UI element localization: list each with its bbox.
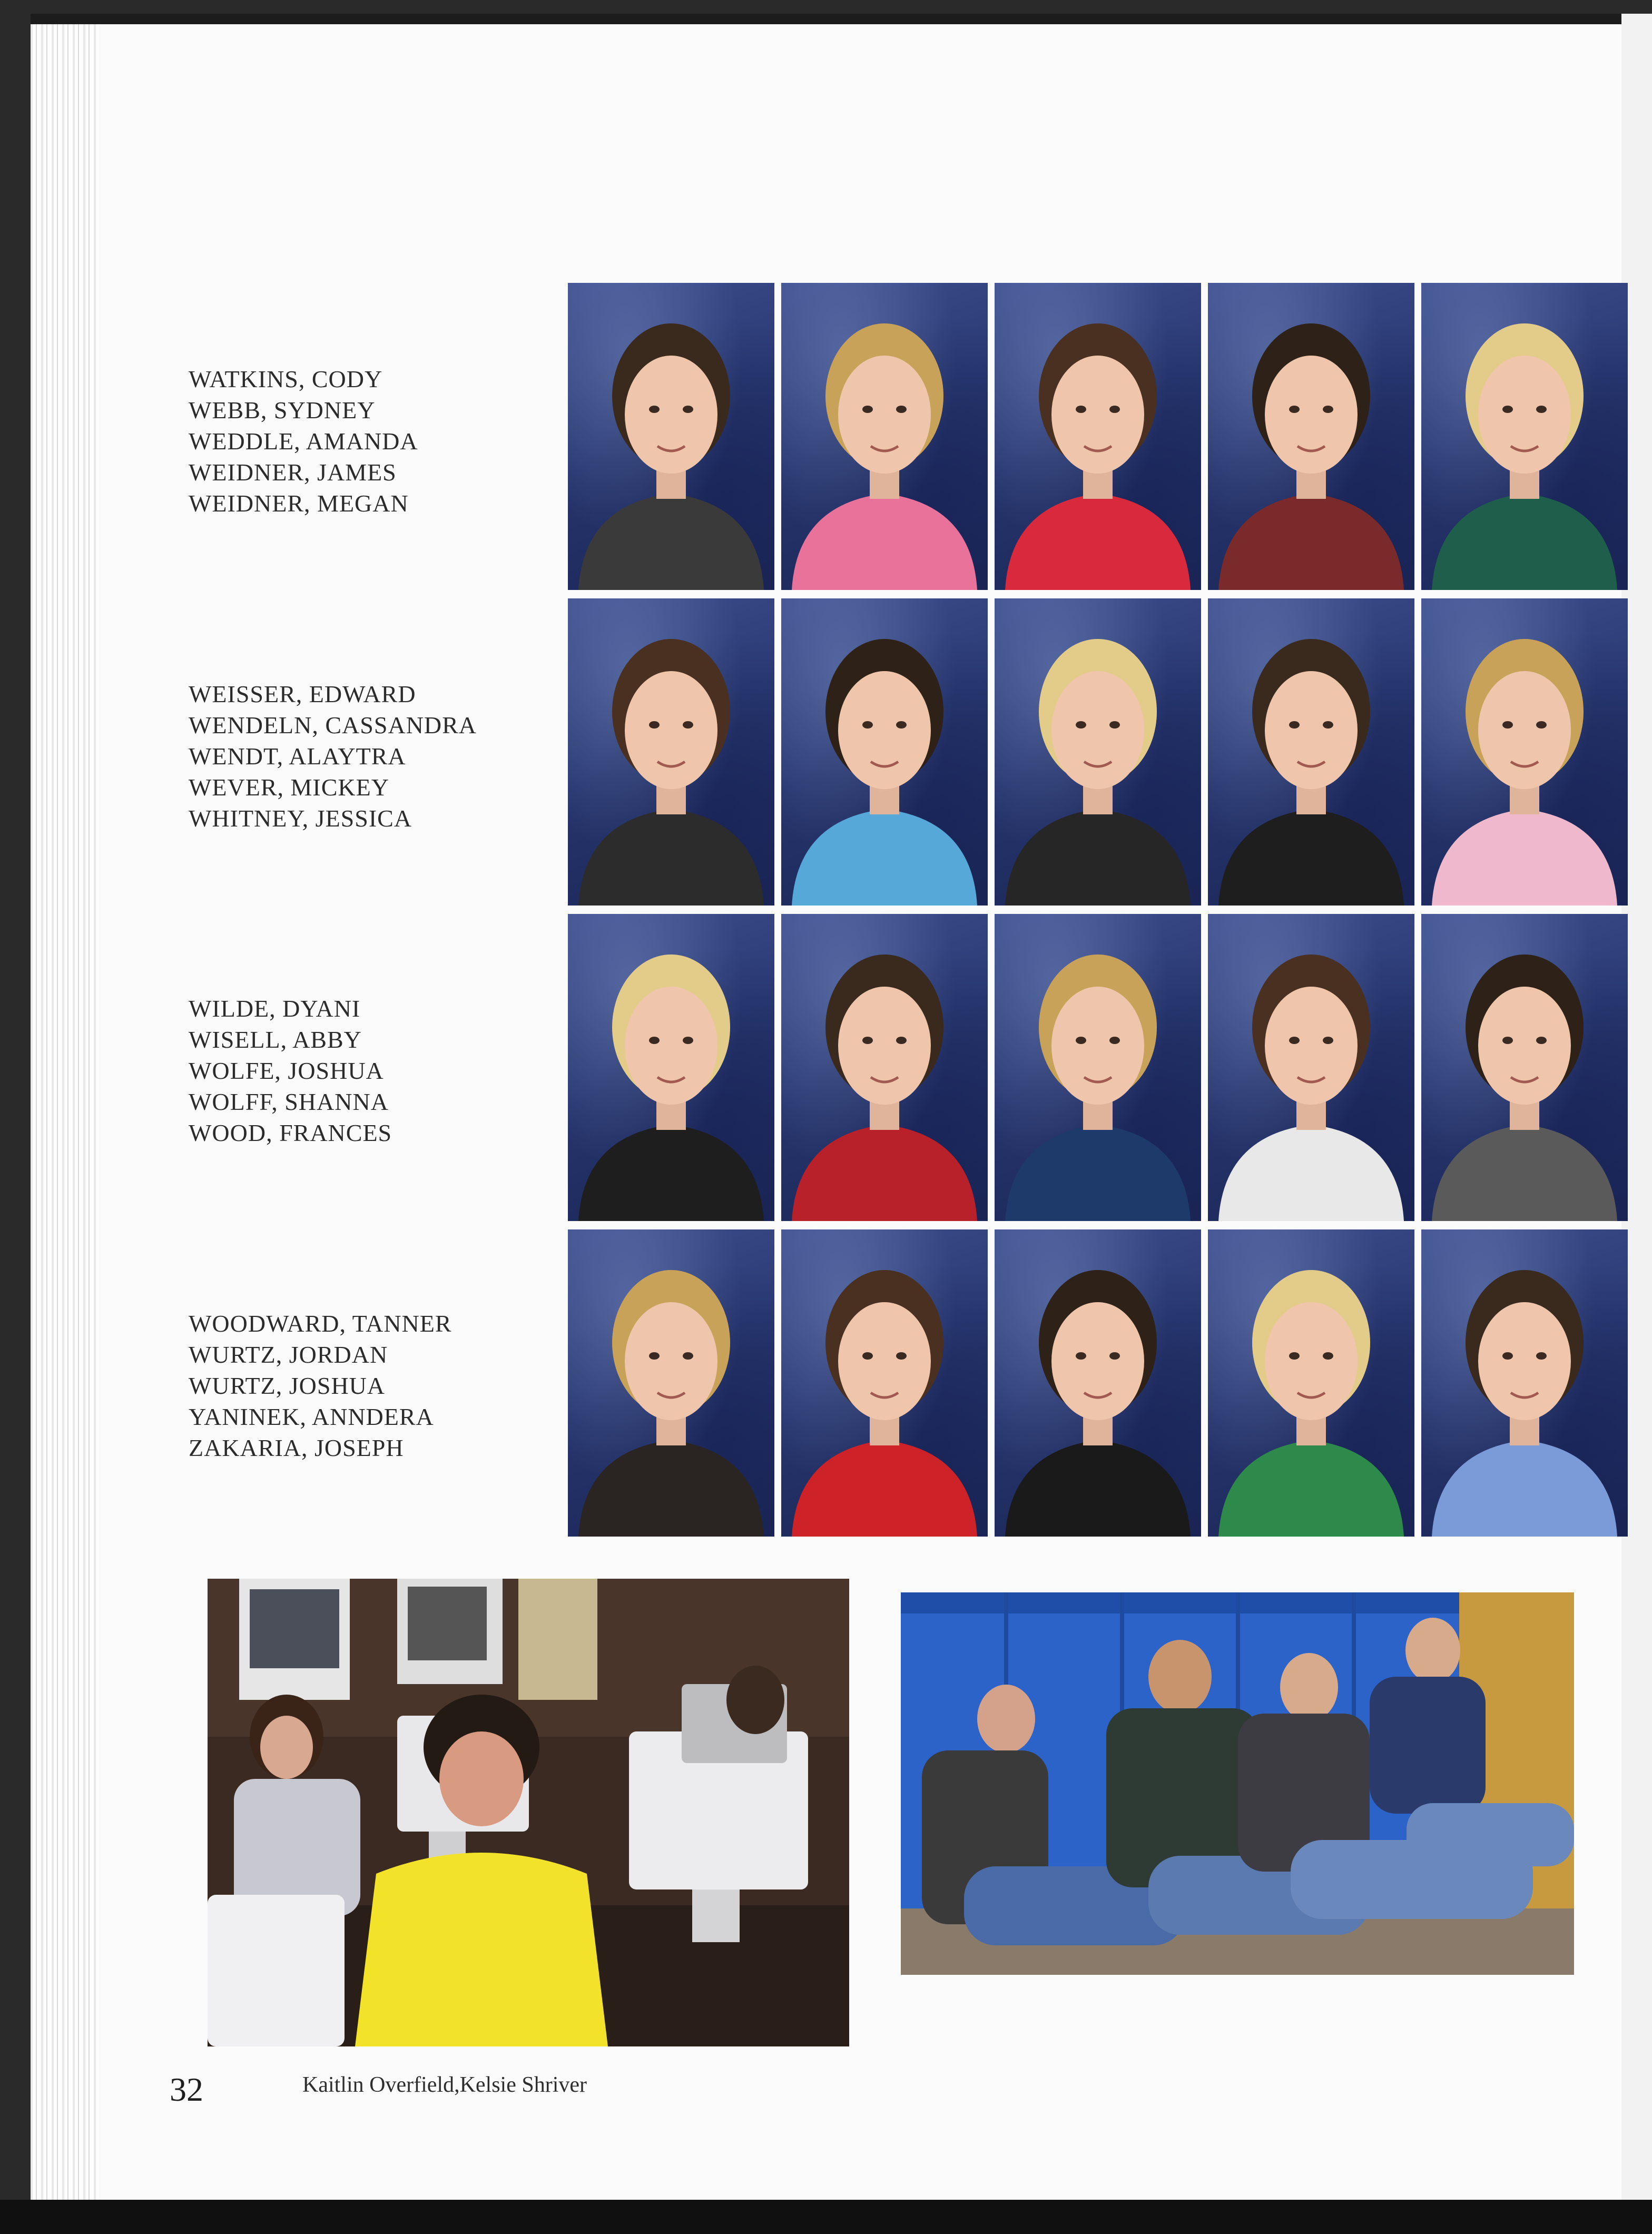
student-name: WEIDNER, JAMES bbox=[189, 459, 397, 486]
name-list-row-4 bbox=[189, 1308, 452, 1463]
page-stack-edge bbox=[31, 14, 99, 2200]
student-portrait bbox=[1208, 1229, 1414, 1537]
student-portrait bbox=[995, 283, 1201, 590]
student-portrait bbox=[1208, 283, 1414, 590]
student-name: YANINEK, ANNDERA bbox=[189, 1403, 434, 1430]
page-number: 32 bbox=[170, 2071, 203, 2108]
student-portrait bbox=[781, 598, 988, 906]
student-portrait bbox=[1421, 283, 1628, 590]
student-name: WEDDLE, AMANDA bbox=[189, 428, 418, 455]
student-portrait bbox=[1421, 914, 1628, 1221]
student-name: WATKINS, CODY bbox=[189, 366, 383, 392]
student-portrait bbox=[1421, 598, 1628, 906]
student-portrait bbox=[781, 1229, 988, 1537]
student-portrait bbox=[568, 283, 774, 590]
student-name: WEISSER, EDWARD bbox=[189, 681, 416, 707]
student-name: WEIDNER, MEGAN bbox=[189, 490, 409, 517]
computer-lab-photo bbox=[208, 1579, 849, 2046]
name-list-row-3 bbox=[189, 993, 392, 1148]
student-name: WISELL, ABBY bbox=[189, 1026, 362, 1053]
student-portrait bbox=[568, 1229, 774, 1537]
student-name: WEBB, SYDNEY bbox=[189, 397, 376, 424]
student-portrait bbox=[1421, 1229, 1628, 1537]
scan-bottom-border bbox=[0, 2200, 1652, 2234]
student-name: WEVER, MICKEY bbox=[189, 774, 389, 801]
student-name: WILDE, DYANI bbox=[189, 995, 361, 1022]
student-portrait bbox=[568, 914, 774, 1221]
student-portrait bbox=[568, 598, 774, 906]
student-name: WOOD, FRANCES bbox=[189, 1119, 392, 1146]
student-portrait bbox=[995, 914, 1201, 1221]
student-name: WURTZ, JOSHUA bbox=[189, 1372, 386, 1399]
student-name: WHITNEY, JESSICA bbox=[189, 805, 412, 832]
student-portrait bbox=[781, 283, 988, 590]
scan-top-border bbox=[31, 14, 1621, 24]
student-name: WOLFF, SHANNA bbox=[189, 1088, 389, 1115]
portrait-grid bbox=[568, 283, 1628, 1537]
name-list-row-2 bbox=[189, 678, 477, 834]
student-name: WENDT, ALAYTRA bbox=[189, 743, 406, 770]
hallway-students-photo bbox=[901, 1592, 1574, 1975]
student-name: WOODWARD, TANNER bbox=[189, 1310, 452, 1337]
student-portrait bbox=[1208, 598, 1414, 906]
name-list-row-1 bbox=[189, 363, 418, 519]
student-name: WENDELN, CASSANDRA bbox=[189, 712, 477, 739]
student-portrait bbox=[781, 914, 988, 1221]
student-name: WURTZ, JORDAN bbox=[189, 1341, 388, 1368]
student-portrait bbox=[995, 598, 1201, 906]
student-portrait bbox=[1208, 914, 1414, 1221]
student-name: ZAKARIA, JOSEPH bbox=[189, 1434, 404, 1461]
student-name: WOLFE, JOSHUA bbox=[189, 1057, 384, 1084]
photo-credit: Kaitlin Overfield,Kelsie Shriver bbox=[302, 2073, 587, 2097]
student-portrait bbox=[995, 1229, 1201, 1537]
